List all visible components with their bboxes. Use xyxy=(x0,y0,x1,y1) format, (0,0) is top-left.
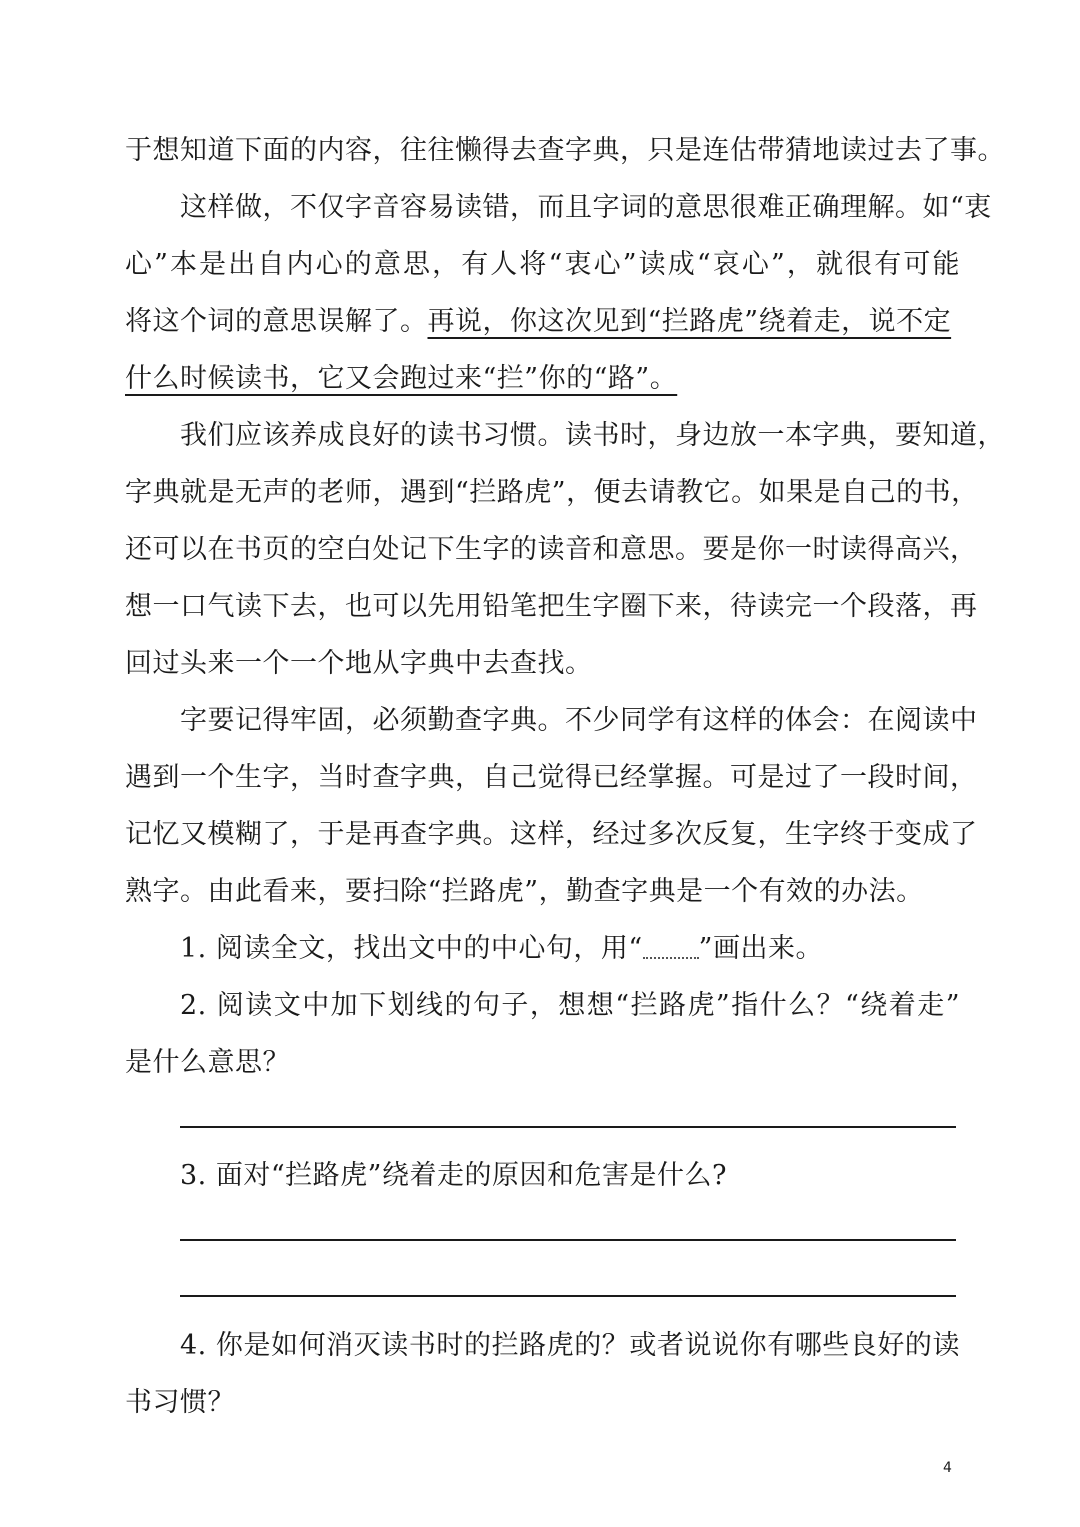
answer-line-question-3-first[interactable] xyxy=(180,1239,956,1241)
question-1-text-before: 1. 阅读全文，找出文中的中心句，用“ xyxy=(180,933,643,964)
question-1-text-after: ”画出来。 xyxy=(698,933,823,964)
question-4-line-2: 书习惯？ xyxy=(125,1387,235,1418)
paragraph-2-line-3 xyxy=(125,304,960,340)
paragraph-4-line-2: 遇到一个生字，当时查字典，自己觉得已经掌握。可是过了一段时间， xyxy=(125,762,978,793)
page-number: 4 xyxy=(943,1460,952,1476)
paragraph-4-line-3: 记忆又模糊了，于是再查字典。这样，经过多次反复，生字终于变成了 xyxy=(125,819,978,850)
paragraph-2-line-2: 心”本是出自内心的意思，有人将“衷心”读成“哀心”，就很有可能 xyxy=(125,249,960,280)
paragraph-4-line-1: 字要记得牢固，必须勤查字典。不少同学有这样的体会：在阅读中 xyxy=(180,705,978,736)
paragraph-3-line-3: 还可以在书页的空白处记下生字的读音和意思。要是你一时读得高兴， xyxy=(125,534,978,565)
question-1 xyxy=(180,931,960,967)
paragraph-3-line-4: 想一口气读下去，也可以先用铅笔把生字圈下来，待读完一个段落，再 xyxy=(125,591,978,622)
answer-line-question-2[interactable] xyxy=(180,1126,956,1128)
question-2-line-2: 是什么意思？ xyxy=(125,1047,290,1078)
question-2-line-1: 2. 阅读文中加下划线的句子，想想“拦路虎”指什么？“绕着走” xyxy=(180,990,960,1021)
paragraph-2-line-4 xyxy=(125,361,960,397)
paragraph-2-line-1: 这样做，不仅字音容易读错，而且字词的意思很难正确理解。如“衷 xyxy=(180,192,992,223)
answer-line-question-3-second[interactable] xyxy=(180,1295,956,1297)
paragraph-2-line-3-plain: 将这个词的意思误解了。 xyxy=(125,306,428,337)
paragraph-4-line-4: 熟字。由此看来，要扫除“拦路虎”，勤查字典是一个有效的办法。 xyxy=(125,876,924,907)
underlined-sentence-part-2: 什么时候读书，它又会跑过来“拦”你的“路”。 xyxy=(125,363,678,394)
question-3: 3. 面对“拦路虎”绕着走的原因和危害是什么? xyxy=(180,1160,727,1191)
paragraph-3-line-1: 我们应该养成良好的读书习惯。读书时，身边放一本字典，要知道， xyxy=(180,420,1005,451)
underlined-sentence-part-1: 再说，你这次见到“拦路虎”绕着走，说不定 xyxy=(427,306,952,337)
paragraph-3-line-2: 字典就是无声的老师，遇到“拦路虎”，便去请教它。如果是自己的书， xyxy=(125,477,979,508)
question-4-line-1: 4. 你是如何消灭读书时的拦路虎的？或者说说你有哪些良好的读 xyxy=(180,1330,960,1361)
wavy-line-mark xyxy=(643,943,699,959)
paragraph-1-line-1: 于想知道下面的内容，往往懒得去查字典，只是连估带猜地读过去了事。 xyxy=(125,135,1005,166)
paragraph-3-line-5: 回过头来一个一个地从字典中去查找。 xyxy=(125,648,593,679)
